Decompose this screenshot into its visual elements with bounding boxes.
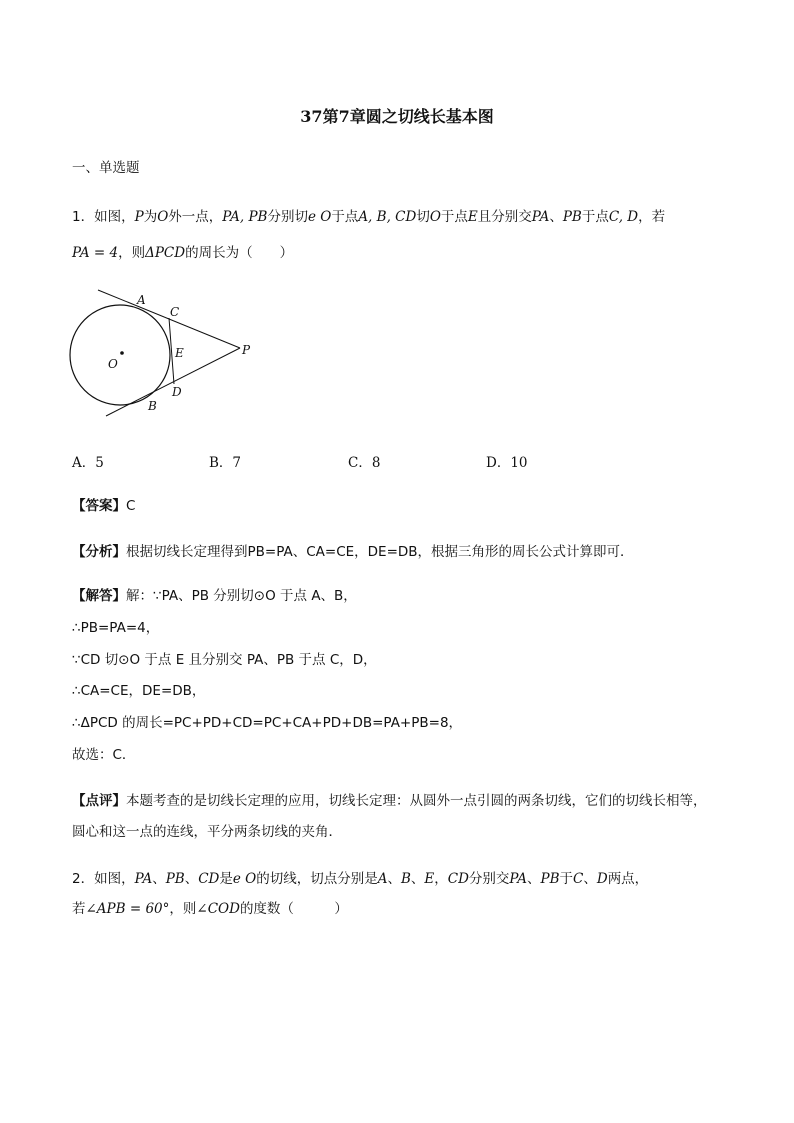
tangent-figure [66,287,266,417]
option-a[interactable]: A．5 [72,455,104,471]
q1-stem-line2: PA = 4，则ΔPCD的周长为（ ） [72,245,294,261]
option-b[interactable]: B．7 [209,455,242,471]
solution-line-6: 故选：C． [72,747,136,763]
label-p: P [242,343,251,357]
comment-label: 【点评】 [72,793,126,809]
comment-line-2: 圆心和这一点的连线，平分两条切线的夹角． [72,824,342,840]
page-title: 37第7章圆之切线长基本图 [300,107,494,126]
label-o: O [108,357,118,371]
label-a: A [137,293,146,307]
solution-line-5: ∴ΔPCD 的周长=PC+PD+CD=PC+CA+PD+DB=PA+PB=8， [72,715,463,731]
tangent-pb [106,348,240,416]
q1-number: 1．如图， [72,209,135,225]
label-b: B [148,399,157,413]
analysis-text: 根据切线长定理得到PB=PA、CA=CE，DE=DB，根据三角形的周长公式计算即可． [126,544,634,560]
q2-stem-line2: 若∠APB = 60°，则∠COD的度数（ ） [72,901,348,917]
q2-stem-line1: 2．如图，PA、PB、CD是e O的切线，切点分别是A、B、E，CD分别交PA、PB于C、D两点， [72,871,649,887]
comment-line-1: 【点评】本题考查的是切线长定理的应用，切线长定理：从圆外一点引圆的两条切线，它们的切线长相等， [72,793,707,809]
label-e: E [175,346,184,360]
answer-value: C [126,498,136,514]
solution-line-4: ∴CA=CE，DE=DB， [72,683,206,699]
solution-line-1: 【解答】解：∵PA、PB 分别切⊙O 于点 A、B， [72,588,357,604]
solution-line-3: ∵CD 切⊙O 于点 E 且分别交 PA、PB 于点 C，D， [72,652,377,668]
answer-label: 【答案】 [72,498,126,514]
circle-o [70,305,170,405]
solution-label: 【解答】 [72,588,126,604]
section-heading: 一、单选题 [72,160,140,176]
label-c: C [170,305,180,319]
answer-line [72,496,135,516]
analysis-label: 【分析】 [72,544,126,560]
label-d: D [172,385,182,399]
option-d[interactable]: D．10 [486,455,528,471]
analysis-line [72,542,634,562]
center-dot [120,351,124,355]
q1-stem-line1: 1．如图，P为O外一点，PA, PB分别切e O于点A, B, CD切O于点E且分别交PA、PB于点C, D，若 [72,209,666,225]
q2-number: 2．如图， [72,871,135,887]
option-c[interactable]: C．8 [348,455,381,471]
solution-line-2: ∴PB=PA=4， [72,620,160,636]
